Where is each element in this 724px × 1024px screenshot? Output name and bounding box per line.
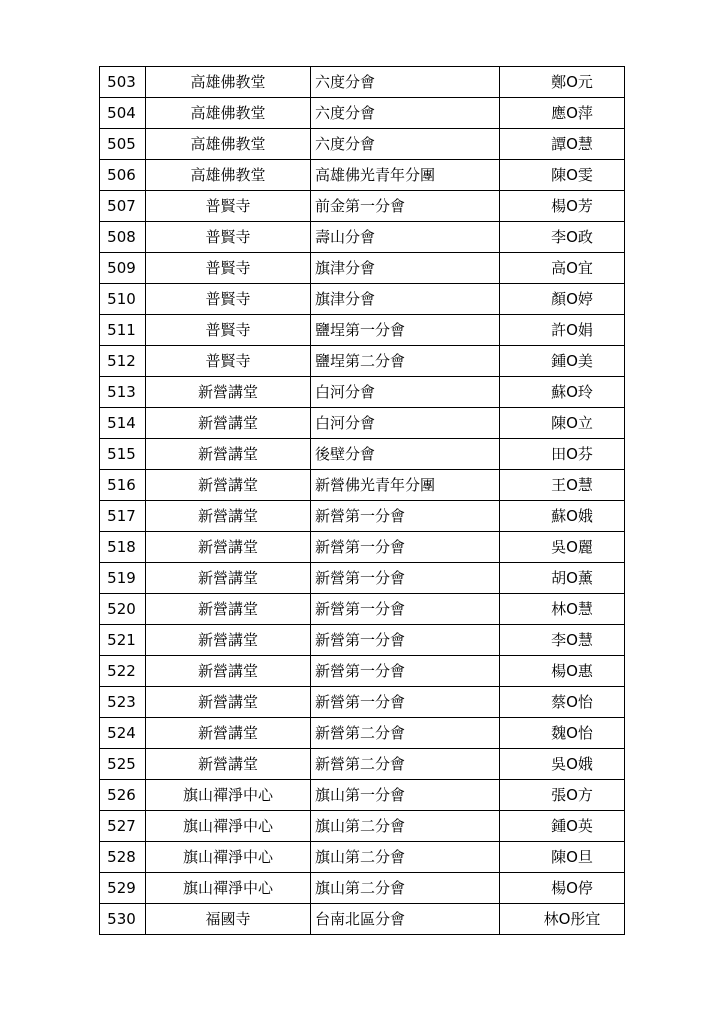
table-row [100,346,625,377]
temple-cell: 新營講堂 [146,439,311,470]
table-row [100,129,625,160]
branch-cell: 台南北區分會 [311,904,500,935]
table-row [100,904,625,935]
branch-cell: 壽山分會 [311,222,500,253]
member-name-cell: 蘇O玲 [500,377,625,408]
branch-cell: 六度分會 [311,129,500,160]
branch-cell: 鹽埕第一分會 [311,315,500,346]
table-row [100,811,625,842]
temple-cell: 新營講堂 [146,656,311,687]
member-name-cell: 應O萍 [500,98,625,129]
row-number-cell: 515 [100,439,146,470]
temple-cell: 普賢寺 [146,222,311,253]
member-name-cell: 陳O雯 [500,160,625,191]
member-name-cell: 鍾O美 [500,346,625,377]
table-row [100,842,625,873]
table-row [100,315,625,346]
row-number-cell: 516 [100,470,146,501]
temple-cell: 新營講堂 [146,377,311,408]
table-row [100,284,625,315]
temple-cell: 普賢寺 [146,191,311,222]
row-number-cell: 523 [100,687,146,718]
member-name-cell: 吳O娥 [500,749,625,780]
branch-cell: 新營第一分會 [311,563,500,594]
table-row [100,718,625,749]
temple-cell: 高雄佛教堂 [146,98,311,129]
table-row [100,470,625,501]
temple-cell: 旗山禪淨中心 [146,811,311,842]
temple-cell: 福國寺 [146,904,311,935]
member-name-cell: 胡O薰 [500,563,625,594]
table-row [100,780,625,811]
table-row [100,501,625,532]
branch-cell: 旗山第一分會 [311,780,500,811]
temple-cell: 新營講堂 [146,501,311,532]
temple-cell: 高雄佛教堂 [146,129,311,160]
row-number-cell: 521 [100,625,146,656]
table-row [100,67,625,98]
member-name-cell: 譚O慧 [500,129,625,160]
branch-cell: 新營第一分會 [311,532,500,563]
branch-cell: 旗津分會 [311,253,500,284]
branch-cell: 白河分會 [311,377,500,408]
branch-cell: 旗山第二分會 [311,842,500,873]
branch-cell: 新營第一分會 [311,687,500,718]
row-number-cell: 520 [100,594,146,625]
member-name-cell: 王O慧 [500,470,625,501]
temple-cell: 新營講堂 [146,687,311,718]
row-number-cell: 505 [100,129,146,160]
temple-cell: 新營講堂 [146,563,311,594]
row-number-cell: 529 [100,873,146,904]
row-number-cell: 507 [100,191,146,222]
table-row [100,563,625,594]
table-row [100,377,625,408]
table-row [100,191,625,222]
row-number-cell: 528 [100,842,146,873]
member-name-cell: 張O方 [500,780,625,811]
row-number-cell: 519 [100,563,146,594]
branch-cell: 高雄佛光青年分團 [311,160,500,191]
temple-cell: 新營講堂 [146,594,311,625]
table-row [100,594,625,625]
temple-cell: 高雄佛教堂 [146,160,311,191]
row-number-cell: 509 [100,253,146,284]
table-row [100,749,625,780]
row-number-cell: 508 [100,222,146,253]
row-number-cell: 526 [100,780,146,811]
member-name-cell: 許O娟 [500,315,625,346]
table-row [100,625,625,656]
temple-cell: 普賢寺 [146,315,311,346]
table-body [100,67,625,935]
table-row [100,873,625,904]
branch-cell: 旗津分會 [311,284,500,315]
row-number-cell: 517 [100,501,146,532]
table-row [100,253,625,284]
row-number-cell: 513 [100,377,146,408]
member-name-cell: 陳O旦 [500,842,625,873]
temple-cell: 新營講堂 [146,718,311,749]
member-name-cell: 陳O立 [500,408,625,439]
table-row [100,408,625,439]
branch-cell: 新營第一分會 [311,625,500,656]
member-name-cell: 蘇O娥 [500,501,625,532]
member-name-cell: 顏O婷 [500,284,625,315]
branch-cell: 新營佛光青年分團 [311,470,500,501]
branch-cell: 新營第一分會 [311,656,500,687]
row-number-cell: 510 [100,284,146,315]
member-name-cell: 田O芬 [500,439,625,470]
member-name-cell: 鄭O元 [500,67,625,98]
temple-cell: 新營講堂 [146,625,311,656]
row-number-cell: 530 [100,904,146,935]
member-name-cell: 李O政 [500,222,625,253]
member-name-cell: 楊O芳 [500,191,625,222]
branch-cell: 新營第一分會 [311,594,500,625]
member-name-cell: 吳O麗 [500,532,625,563]
temple-cell: 旗山禪淨中心 [146,842,311,873]
temple-cell: 新營講堂 [146,470,311,501]
table-row [100,160,625,191]
member-name-cell: 鍾O英 [500,811,625,842]
temple-cell: 普賢寺 [146,253,311,284]
member-name-cell: 李O慧 [500,625,625,656]
table-row [100,656,625,687]
table-row [100,439,625,470]
row-number-cell: 525 [100,749,146,780]
row-number-cell: 514 [100,408,146,439]
branch-cell: 新營第二分會 [311,749,500,780]
temple-cell: 新營講堂 [146,532,311,563]
temple-cell: 普賢寺 [146,284,311,315]
row-number-cell: 522 [100,656,146,687]
branch-cell: 鹽埕第二分會 [311,346,500,377]
branch-cell: 旗山第二分會 [311,873,500,904]
branch-cell: 白河分會 [311,408,500,439]
table-row [100,98,625,129]
branch-cell: 前金第一分會 [311,191,500,222]
temple-cell: 高雄佛教堂 [146,67,311,98]
member-name-cell: 楊O停 [500,873,625,904]
table-row [100,532,625,563]
branch-cell: 旗山第二分會 [311,811,500,842]
branch-cell: 六度分會 [311,98,500,129]
row-number-cell: 511 [100,315,146,346]
row-number-cell: 504 [100,98,146,129]
member-name-cell: 高O宜 [500,253,625,284]
row-number-cell: 524 [100,718,146,749]
table-row [100,222,625,253]
temple-cell: 新營講堂 [146,749,311,780]
document-page [99,66,625,935]
temple-cell: 旗山禪淨中心 [146,780,311,811]
row-number-cell: 527 [100,811,146,842]
member-table [99,66,625,935]
row-number-cell: 512 [100,346,146,377]
temple-cell: 旗山禪淨中心 [146,873,311,904]
row-number-cell: 506 [100,160,146,191]
branch-cell: 新營第一分會 [311,501,500,532]
row-number-cell: 503 [100,67,146,98]
member-name-cell: 林O慧 [500,594,625,625]
branch-cell: 六度分會 [311,67,500,98]
temple-cell: 新營講堂 [146,408,311,439]
branch-cell: 後壁分會 [311,439,500,470]
member-name-cell: 楊O惠 [500,656,625,687]
branch-cell: 新營第二分會 [311,718,500,749]
table-row [100,687,625,718]
temple-cell: 普賢寺 [146,346,311,377]
member-name-cell: 蔡O怡 [500,687,625,718]
member-name-cell: 林O彤宜 [500,904,625,935]
row-number-cell: 518 [100,532,146,563]
member-name-cell: 魏O怡 [500,718,625,749]
